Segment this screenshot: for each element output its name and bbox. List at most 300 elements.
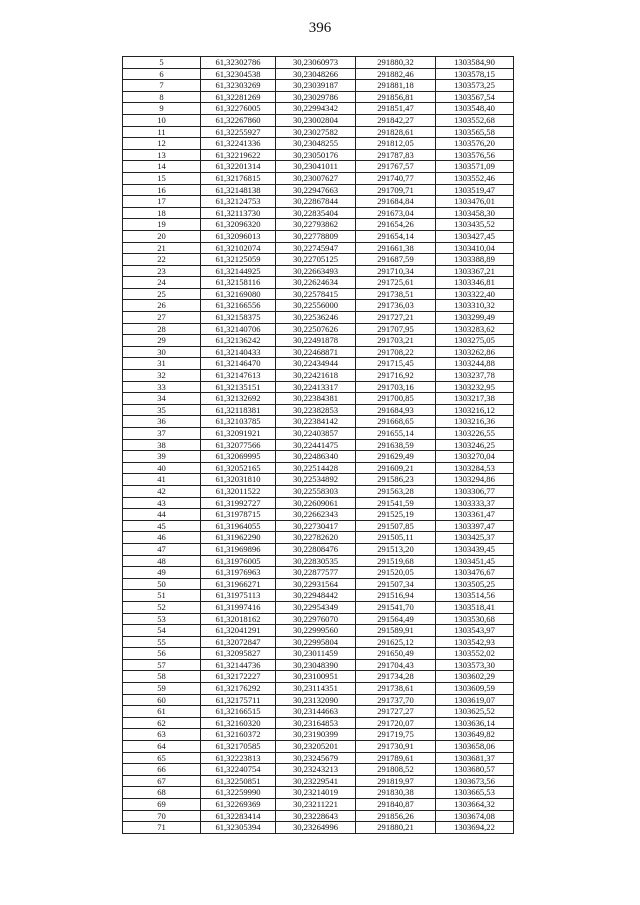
table-row xyxy=(123,404,514,416)
y-coordinate-cell: 1303283,62 xyxy=(436,323,514,335)
y-coordinate-cell: 1303476,67 xyxy=(436,567,514,579)
longitude-cell: 30,22491878 xyxy=(276,335,356,347)
point-number-cell: 67 xyxy=(123,775,201,787)
longitude-cell: 30,23100951 xyxy=(276,671,356,683)
y-coordinate-cell: 1303658,06 xyxy=(436,741,514,753)
table-row xyxy=(123,323,514,335)
x-coordinate-cell: 291703,16 xyxy=(356,381,436,393)
latitude-cell: 61,32158375 xyxy=(201,312,276,324)
x-coordinate-cell: 291707,95 xyxy=(356,323,436,335)
latitude-cell: 61,32269369 xyxy=(201,799,276,811)
point-number-cell: 68 xyxy=(123,787,201,799)
table-row xyxy=(123,451,514,463)
longitude-cell: 30,22835404 xyxy=(276,207,356,219)
latitude-cell: 61,32240754 xyxy=(201,764,276,776)
point-number-cell: 69 xyxy=(123,799,201,811)
y-coordinate-cell: 1303552,68 xyxy=(436,114,514,126)
point-number-cell: 14 xyxy=(123,161,201,173)
table-row xyxy=(123,775,514,787)
longitude-cell: 30,23027582 xyxy=(276,126,356,138)
latitude-cell: 61,32169080 xyxy=(201,288,276,300)
x-coordinate-cell: 291589,91 xyxy=(356,625,436,637)
latitude-cell: 61,31969896 xyxy=(201,543,276,555)
table-row xyxy=(123,57,514,69)
y-coordinate-cell: 1303216,36 xyxy=(436,416,514,428)
point-number-cell: 32 xyxy=(123,370,201,382)
x-coordinate-cell: 291740,77 xyxy=(356,172,436,184)
y-coordinate-cell: 1303681,37 xyxy=(436,752,514,764)
table-row xyxy=(123,80,514,92)
longitude-cell: 30,23243213 xyxy=(276,764,356,776)
table-row xyxy=(123,381,514,393)
table-row xyxy=(123,370,514,382)
point-number-cell: 61 xyxy=(123,706,201,718)
longitude-cell: 30,23029786 xyxy=(276,91,356,103)
table-row xyxy=(123,277,514,289)
y-coordinate-cell: 1303216,12 xyxy=(436,404,514,416)
longitude-cell: 30,23214019 xyxy=(276,787,356,799)
longitude-cell: 30,23048255 xyxy=(276,138,356,150)
x-coordinate-cell: 291767,57 xyxy=(356,161,436,173)
x-coordinate-cell: 291851,47 xyxy=(356,103,436,115)
table-row xyxy=(123,230,514,242)
y-coordinate-cell: 1303217,38 xyxy=(436,393,514,405)
table-row xyxy=(123,717,514,729)
coordinates-table xyxy=(122,56,514,834)
point-number-cell: 55 xyxy=(123,636,201,648)
x-coordinate-cell: 291541,59 xyxy=(356,497,436,509)
table-row xyxy=(123,543,514,555)
x-coordinate-cell: 291629,49 xyxy=(356,451,436,463)
table-row xyxy=(123,659,514,671)
latitude-cell: 61,32250851 xyxy=(201,775,276,787)
table-row xyxy=(123,393,514,405)
longitude-cell: 30,22486340 xyxy=(276,451,356,463)
latitude-cell: 61,32031810 xyxy=(201,474,276,486)
latitude-cell: 61,31997416 xyxy=(201,601,276,613)
y-coordinate-cell: 1303361,47 xyxy=(436,509,514,521)
latitude-cell: 61,32018162 xyxy=(201,613,276,625)
latitude-cell: 61,32166556 xyxy=(201,300,276,312)
x-coordinate-cell: 291700,85 xyxy=(356,393,436,405)
table-row xyxy=(123,300,514,312)
longitude-cell: 30,22558303 xyxy=(276,485,356,497)
table-row xyxy=(123,346,514,358)
y-coordinate-cell: 1303367,21 xyxy=(436,265,514,277)
table-row xyxy=(123,172,514,184)
longitude-cell: 30,22995804 xyxy=(276,636,356,648)
x-coordinate-cell: 291830,38 xyxy=(356,787,436,799)
point-number-cell: 59 xyxy=(123,683,201,695)
table-row xyxy=(123,520,514,532)
y-coordinate-cell: 1303410,04 xyxy=(436,242,514,254)
point-number-cell: 47 xyxy=(123,543,201,555)
longitude-cell: 30,22507626 xyxy=(276,323,356,335)
y-coordinate-cell: 1303294,86 xyxy=(436,474,514,486)
point-number-cell: 23 xyxy=(123,265,201,277)
y-coordinate-cell: 1303543,97 xyxy=(436,625,514,637)
latitude-cell: 61,32069995 xyxy=(201,451,276,463)
point-number-cell: 64 xyxy=(123,741,201,753)
y-coordinate-cell: 1303346,81 xyxy=(436,277,514,289)
latitude-cell: 61,31978715 xyxy=(201,509,276,521)
point-number-cell: 19 xyxy=(123,219,201,231)
latitude-cell: 61,32255927 xyxy=(201,126,276,138)
longitude-cell: 30,23190399 xyxy=(276,729,356,741)
longitude-cell: 30,23041011 xyxy=(276,161,356,173)
latitude-cell: 61,32091921 xyxy=(201,428,276,440)
y-coordinate-cell: 1303322,40 xyxy=(436,288,514,300)
point-number-cell: 71 xyxy=(123,822,201,834)
longitude-cell: 30,22468871 xyxy=(276,346,356,358)
x-coordinate-cell: 291727,27 xyxy=(356,706,436,718)
x-coordinate-cell: 291882,46 xyxy=(356,68,436,80)
table-row xyxy=(123,590,514,602)
table-row xyxy=(123,706,514,718)
y-coordinate-cell: 1303427,45 xyxy=(436,230,514,242)
point-number-cell: 46 xyxy=(123,532,201,544)
latitude-cell: 61,32276005 xyxy=(201,103,276,115)
point-number-cell: 20 xyxy=(123,230,201,242)
y-coordinate-cell: 1303567,54 xyxy=(436,91,514,103)
point-number-cell: 60 xyxy=(123,694,201,706)
point-number-cell: 36 xyxy=(123,416,201,428)
y-coordinate-cell: 1303578,15 xyxy=(436,68,514,80)
longitude-cell: 30,22808476 xyxy=(276,543,356,555)
y-coordinate-cell: 1303571,09 xyxy=(436,161,514,173)
y-coordinate-cell: 1303609,59 xyxy=(436,683,514,695)
y-coordinate-cell: 1303576,56 xyxy=(436,149,514,161)
y-coordinate-cell: 1303397,47 xyxy=(436,520,514,532)
y-coordinate-cell: 1303388,89 xyxy=(436,254,514,266)
table-row xyxy=(123,358,514,370)
y-coordinate-cell: 1303505,25 xyxy=(436,578,514,590)
longitude-cell: 30,22877577 xyxy=(276,567,356,579)
latitude-cell: 61,32223813 xyxy=(201,752,276,764)
y-coordinate-cell: 1303584,90 xyxy=(436,57,514,69)
table-row xyxy=(123,242,514,254)
point-number-cell: 40 xyxy=(123,462,201,474)
x-coordinate-cell: 291738,61 xyxy=(356,683,436,695)
point-number-cell: 28 xyxy=(123,323,201,335)
latitude-cell: 61,32304538 xyxy=(201,68,276,80)
longitude-cell: 30,23264996 xyxy=(276,822,356,834)
latitude-cell: 61,32170585 xyxy=(201,741,276,753)
x-coordinate-cell: 291638,59 xyxy=(356,439,436,451)
x-coordinate-cell: 291880,32 xyxy=(356,57,436,69)
latitude-cell: 61,32148138 xyxy=(201,184,276,196)
point-number-cell: 11 xyxy=(123,126,201,138)
y-coordinate-cell: 1303306,77 xyxy=(436,485,514,497)
y-coordinate-cell: 1303275,05 xyxy=(436,335,514,347)
point-number-cell: 7 xyxy=(123,80,201,92)
longitude-cell: 30,23011459 xyxy=(276,648,356,660)
point-number-cell: 26 xyxy=(123,300,201,312)
x-coordinate-cell: 291661,38 xyxy=(356,242,436,254)
y-coordinate-cell: 1303270,04 xyxy=(436,451,514,463)
latitude-cell: 61,32118381 xyxy=(201,404,276,416)
latitude-cell: 61,32219622 xyxy=(201,149,276,161)
x-coordinate-cell: 291516,94 xyxy=(356,590,436,602)
longitude-cell: 30,22624634 xyxy=(276,277,356,289)
latitude-cell: 61,32136242 xyxy=(201,335,276,347)
point-number-cell: 65 xyxy=(123,752,201,764)
y-coordinate-cell: 1303226,55 xyxy=(436,428,514,440)
latitude-cell: 61,32281269 xyxy=(201,91,276,103)
x-coordinate-cell: 291856,26 xyxy=(356,810,436,822)
longitude-cell: 30,22782620 xyxy=(276,532,356,544)
x-coordinate-cell: 291808,52 xyxy=(356,764,436,776)
table-row xyxy=(123,68,514,80)
latitude-cell: 61,32041291 xyxy=(201,625,276,637)
longitude-cell: 30,22745947 xyxy=(276,242,356,254)
latitude-cell: 61,32113730 xyxy=(201,207,276,219)
point-number-cell: 18 xyxy=(123,207,201,219)
table-row xyxy=(123,810,514,822)
x-coordinate-cell: 291727,21 xyxy=(356,312,436,324)
table-row xyxy=(123,532,514,544)
x-coordinate-cell: 291513,20 xyxy=(356,543,436,555)
table-row xyxy=(123,428,514,440)
y-coordinate-cell: 1303310,32 xyxy=(436,300,514,312)
longitude-cell: 30,22434944 xyxy=(276,358,356,370)
longitude-cell: 30,22609061 xyxy=(276,497,356,509)
longitude-cell: 30,22793862 xyxy=(276,219,356,231)
latitude-cell: 61,32158116 xyxy=(201,277,276,289)
latitude-cell: 61,32102074 xyxy=(201,242,276,254)
latitude-cell: 61,32259990 xyxy=(201,787,276,799)
point-number-cell: 34 xyxy=(123,393,201,405)
longitude-cell: 30,22534892 xyxy=(276,474,356,486)
longitude-cell: 30,22867844 xyxy=(276,196,356,208)
longitude-cell: 30,22931564 xyxy=(276,578,356,590)
point-number-cell: 44 xyxy=(123,509,201,521)
point-number-cell: 29 xyxy=(123,335,201,347)
x-coordinate-cell: 291734,28 xyxy=(356,671,436,683)
y-coordinate-cell: 1303602,29 xyxy=(436,671,514,683)
x-coordinate-cell: 291507,34 xyxy=(356,578,436,590)
y-coordinate-cell: 1303425,37 xyxy=(436,532,514,544)
longitude-cell: 30,22441475 xyxy=(276,439,356,451)
point-number-cell: 12 xyxy=(123,138,201,150)
latitude-cell: 61,32144925 xyxy=(201,265,276,277)
y-coordinate-cell: 1303680,57 xyxy=(436,764,514,776)
point-number-cell: 15 xyxy=(123,172,201,184)
x-coordinate-cell: 291625,12 xyxy=(356,636,436,648)
y-coordinate-cell: 1303576,20 xyxy=(436,138,514,150)
latitude-cell: 61,31976005 xyxy=(201,555,276,567)
latitude-cell: 61,32052165 xyxy=(201,462,276,474)
longitude-cell: 30,23048390 xyxy=(276,659,356,671)
x-coordinate-cell: 291650,49 xyxy=(356,648,436,660)
longitude-cell: 30,22662343 xyxy=(276,509,356,521)
y-coordinate-cell: 1303476,01 xyxy=(436,196,514,208)
table-row xyxy=(123,555,514,567)
x-coordinate-cell: 291716,92 xyxy=(356,370,436,382)
latitude-cell: 61,32147613 xyxy=(201,370,276,382)
point-number-cell: 25 xyxy=(123,288,201,300)
longitude-cell: 30,22778809 xyxy=(276,230,356,242)
point-number-cell: 30 xyxy=(123,346,201,358)
point-number-cell: 48 xyxy=(123,555,201,567)
table-row xyxy=(123,509,514,521)
x-coordinate-cell: 291654,26 xyxy=(356,219,436,231)
point-number-cell: 54 xyxy=(123,625,201,637)
y-coordinate-cell: 1303519,47 xyxy=(436,184,514,196)
point-number-cell: 8 xyxy=(123,91,201,103)
point-number-cell: 52 xyxy=(123,601,201,613)
longitude-cell: 30,23164853 xyxy=(276,717,356,729)
x-coordinate-cell: 291703,21 xyxy=(356,335,436,347)
point-number-cell: 9 xyxy=(123,103,201,115)
x-coordinate-cell: 291507,85 xyxy=(356,520,436,532)
point-number-cell: 42 xyxy=(123,485,201,497)
latitude-cell: 61,32175711 xyxy=(201,694,276,706)
longitude-cell: 30,22954349 xyxy=(276,601,356,613)
table-row xyxy=(123,149,514,161)
longitude-cell: 30,22947663 xyxy=(276,184,356,196)
x-coordinate-cell: 291725,61 xyxy=(356,277,436,289)
x-coordinate-cell: 291668,65 xyxy=(356,416,436,428)
point-number-cell: 63 xyxy=(123,729,201,741)
y-coordinate-cell: 1303458,30 xyxy=(436,207,514,219)
point-number-cell: 24 xyxy=(123,277,201,289)
table-row xyxy=(123,683,514,695)
longitude-cell: 30,22948442 xyxy=(276,590,356,602)
y-coordinate-cell: 1303573,25 xyxy=(436,80,514,92)
point-number-cell: 51 xyxy=(123,590,201,602)
table-row xyxy=(123,799,514,811)
point-number-cell: 56 xyxy=(123,648,201,660)
y-coordinate-cell: 1303542,93 xyxy=(436,636,514,648)
latitude-cell: 61,31976963 xyxy=(201,567,276,579)
table-row xyxy=(123,91,514,103)
page-number: 396 xyxy=(308,20,332,36)
x-coordinate-cell: 291710,34 xyxy=(356,265,436,277)
table-row xyxy=(123,265,514,277)
x-coordinate-cell: 291684,93 xyxy=(356,404,436,416)
longitude-cell: 30,22403857 xyxy=(276,428,356,440)
table-row xyxy=(123,601,514,613)
latitude-cell: 61,31975113 xyxy=(201,590,276,602)
x-coordinate-cell: 291655,14 xyxy=(356,428,436,440)
latitude-cell: 61,32176815 xyxy=(201,172,276,184)
latitude-cell: 61,32096320 xyxy=(201,219,276,231)
longitude-cell: 30,23007627 xyxy=(276,172,356,184)
table-row xyxy=(123,578,514,590)
x-coordinate-cell: 291673,04 xyxy=(356,207,436,219)
x-coordinate-cell: 291737,70 xyxy=(356,694,436,706)
longitude-cell: 30,23132090 xyxy=(276,694,356,706)
table-row xyxy=(123,416,514,428)
y-coordinate-cell: 1303665,53 xyxy=(436,787,514,799)
point-number-cell: 58 xyxy=(123,671,201,683)
longitude-cell: 30,22705125 xyxy=(276,254,356,266)
x-coordinate-cell: 291880,21 xyxy=(356,822,436,834)
longitude-cell: 30,22514428 xyxy=(276,462,356,474)
table-row xyxy=(123,254,514,266)
table-row xyxy=(123,161,514,173)
point-number-cell: 37 xyxy=(123,428,201,440)
latitude-cell: 61,32241336 xyxy=(201,138,276,150)
table-row xyxy=(123,335,514,347)
longitude-cell: 30,22421618 xyxy=(276,370,356,382)
x-coordinate-cell: 291586,23 xyxy=(356,474,436,486)
y-coordinate-cell: 1303625,52 xyxy=(436,706,514,718)
table-row xyxy=(123,474,514,486)
longitude-cell: 30,22382853 xyxy=(276,404,356,416)
latitude-cell: 61,32096013 xyxy=(201,230,276,242)
x-coordinate-cell: 291856,81 xyxy=(356,91,436,103)
point-number-cell: 53 xyxy=(123,613,201,625)
point-number-cell: 66 xyxy=(123,764,201,776)
y-coordinate-cell: 1303284,53 xyxy=(436,462,514,474)
latitude-cell: 61,32283414 xyxy=(201,810,276,822)
latitude-cell: 61,31992727 xyxy=(201,497,276,509)
latitude-cell: 61,31962290 xyxy=(201,532,276,544)
point-number-cell: 5 xyxy=(123,57,201,69)
latitude-cell: 61,32140706 xyxy=(201,323,276,335)
point-number-cell: 49 xyxy=(123,567,201,579)
x-coordinate-cell: 291541,70 xyxy=(356,601,436,613)
x-coordinate-cell: 291709,71 xyxy=(356,184,436,196)
table-row xyxy=(123,462,514,474)
latitude-cell: 61,32095827 xyxy=(201,648,276,660)
point-number-cell: 22 xyxy=(123,254,201,266)
table-row xyxy=(123,671,514,683)
table-row xyxy=(123,126,514,138)
latitude-cell: 61,31966271 xyxy=(201,578,276,590)
x-coordinate-cell: 291704,43 xyxy=(356,659,436,671)
table-row xyxy=(123,567,514,579)
point-number-cell: 16 xyxy=(123,184,201,196)
table-row xyxy=(123,613,514,625)
x-coordinate-cell: 291715,45 xyxy=(356,358,436,370)
x-coordinate-cell: 291564,49 xyxy=(356,613,436,625)
y-coordinate-cell: 1303619,07 xyxy=(436,694,514,706)
latitude-cell: 61,32303269 xyxy=(201,80,276,92)
y-coordinate-cell: 1303649,82 xyxy=(436,729,514,741)
latitude-cell: 61,32160320 xyxy=(201,717,276,729)
point-number-cell: 33 xyxy=(123,381,201,393)
x-coordinate-cell: 291736,03 xyxy=(356,300,436,312)
x-coordinate-cell: 291812,05 xyxy=(356,138,436,150)
latitude-cell: 61,32103785 xyxy=(201,416,276,428)
y-coordinate-cell: 1303565,58 xyxy=(436,126,514,138)
x-coordinate-cell: 291520,05 xyxy=(356,567,436,579)
longitude-cell: 30,22830535 xyxy=(276,555,356,567)
x-coordinate-cell: 291738,51 xyxy=(356,288,436,300)
table-row xyxy=(123,114,514,126)
table-row xyxy=(123,439,514,451)
x-coordinate-cell: 291719,75 xyxy=(356,729,436,741)
y-coordinate-cell: 1303573,30 xyxy=(436,659,514,671)
latitude-cell: 61,32201314 xyxy=(201,161,276,173)
point-number-cell: 10 xyxy=(123,114,201,126)
latitude-cell: 61,32077566 xyxy=(201,439,276,451)
longitude-cell: 30,22384142 xyxy=(276,416,356,428)
x-coordinate-cell: 291687,59 xyxy=(356,254,436,266)
x-coordinate-cell: 291819,97 xyxy=(356,775,436,787)
y-coordinate-cell: 1303514,56 xyxy=(436,590,514,602)
y-coordinate-cell: 1303530,68 xyxy=(436,613,514,625)
latitude-cell: 61,32176292 xyxy=(201,683,276,695)
y-coordinate-cell: 1303237,78 xyxy=(436,370,514,382)
table-row xyxy=(123,184,514,196)
longitude-cell: 30,23211221 xyxy=(276,799,356,811)
longitude-cell: 30,22994342 xyxy=(276,103,356,115)
point-number-cell: 17 xyxy=(123,196,201,208)
